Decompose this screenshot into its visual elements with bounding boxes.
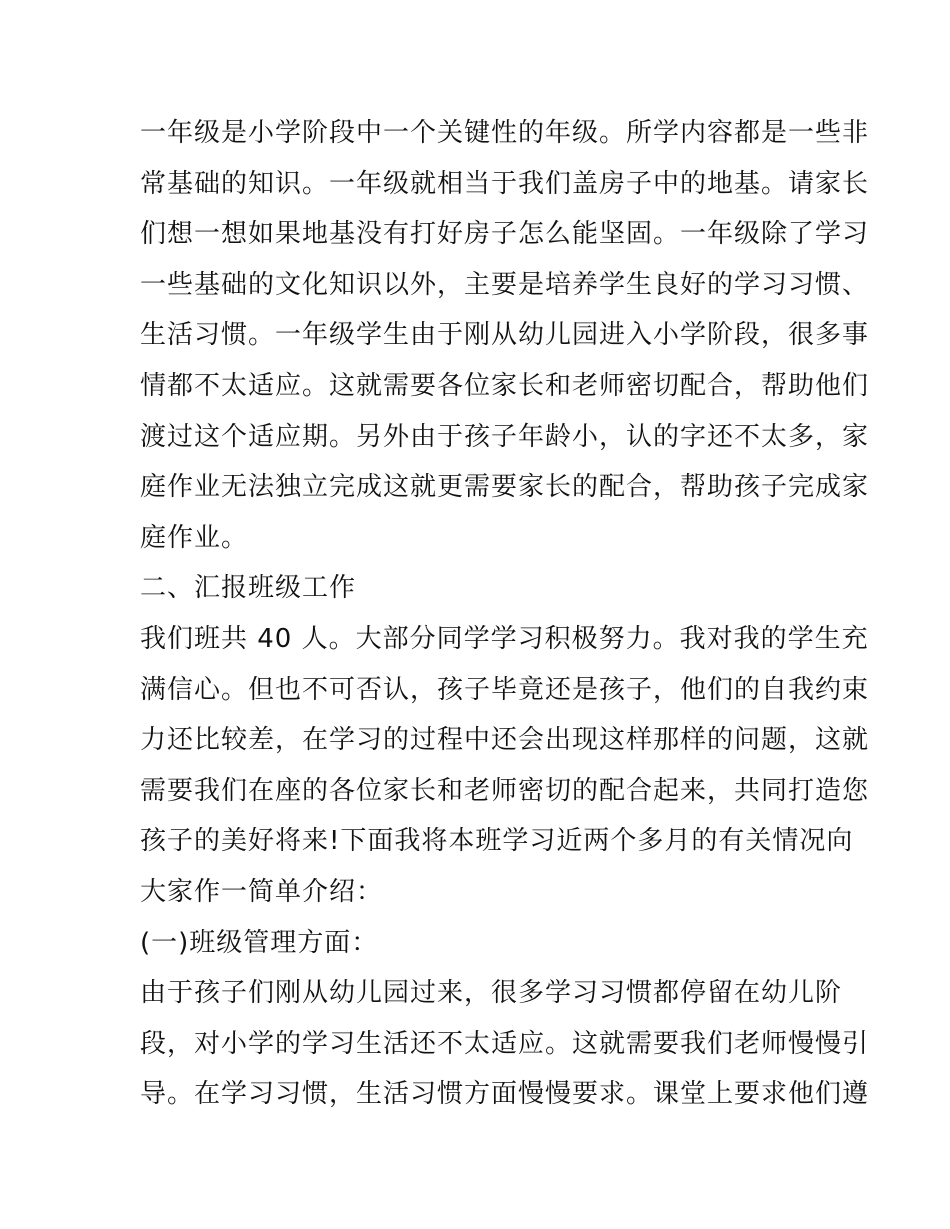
section-heading: 二、汇报班级工作	[140, 573, 357, 604]
body-text	[140, 108, 870, 1120]
text-line: 由于孩子们刚从幼儿园过来，很多学习习惯都停留在幼儿阶	[140, 978, 843, 1009]
text-line: 渡过这个适应期。另外由于孩子年龄小，认的字还不太多，家	[140, 421, 870, 452]
text-line: 一些基础的文化知识以外，主要是培养学生良好的学习习惯、	[140, 269, 870, 300]
text-line: 生活习惯。一年级学生由于刚从幼儿园进入小学阶段，很多事	[140, 320, 870, 351]
text-line: 力还比较差，在学习的过程中还会出现这样那样的问题，这就	[140, 725, 870, 756]
text-line: 需要我们在座的各位家长和老师密切的配合起来，共同打造您	[140, 775, 870, 806]
text-line: 段，对小学的学习生活还不太适应。这就需要我们老师慢慢引	[140, 1028, 870, 1059]
text-line: 情都不太适应。这就需要各位家长和老师密切配合，帮助他们	[140, 370, 870, 401]
text-line: 常基础的知识。一年级就相当于我们盖房子中的地基。请家长	[140, 168, 870, 199]
subsection-heading: (一)班级管理方面：	[140, 927, 379, 958]
text-line: 满信心。但也不可否认，孩子毕竟还是孩子，他们的自我约束	[140, 674, 870, 705]
text-line: 我们班共 40 人。大部分同学学习积极努力。我对我的学生充	[140, 623, 869, 654]
text-line: 孩子的美好将来!下面我将本班学习近两个多月的有关情况向	[140, 826, 854, 857]
text-line: 一年级是小学阶段中一个关键性的年级。所学内容都是一些非	[140, 118, 870, 148]
text-line: 们想一想如果地基没有打好房子怎么能坚固。一年级除了学习	[140, 219, 870, 250]
text-line: 大家作一简单介绍：	[140, 876, 384, 907]
text-line: 导。在学习习惯，生活习惯方面慢慢要求。课堂上要求他们遵	[140, 1079, 870, 1110]
text-line: 庭作业无法独立完成这就更需要家长的配合，帮助孩子完成家	[140, 472, 870, 503]
text-line: 庭作业。	[140, 522, 249, 553]
